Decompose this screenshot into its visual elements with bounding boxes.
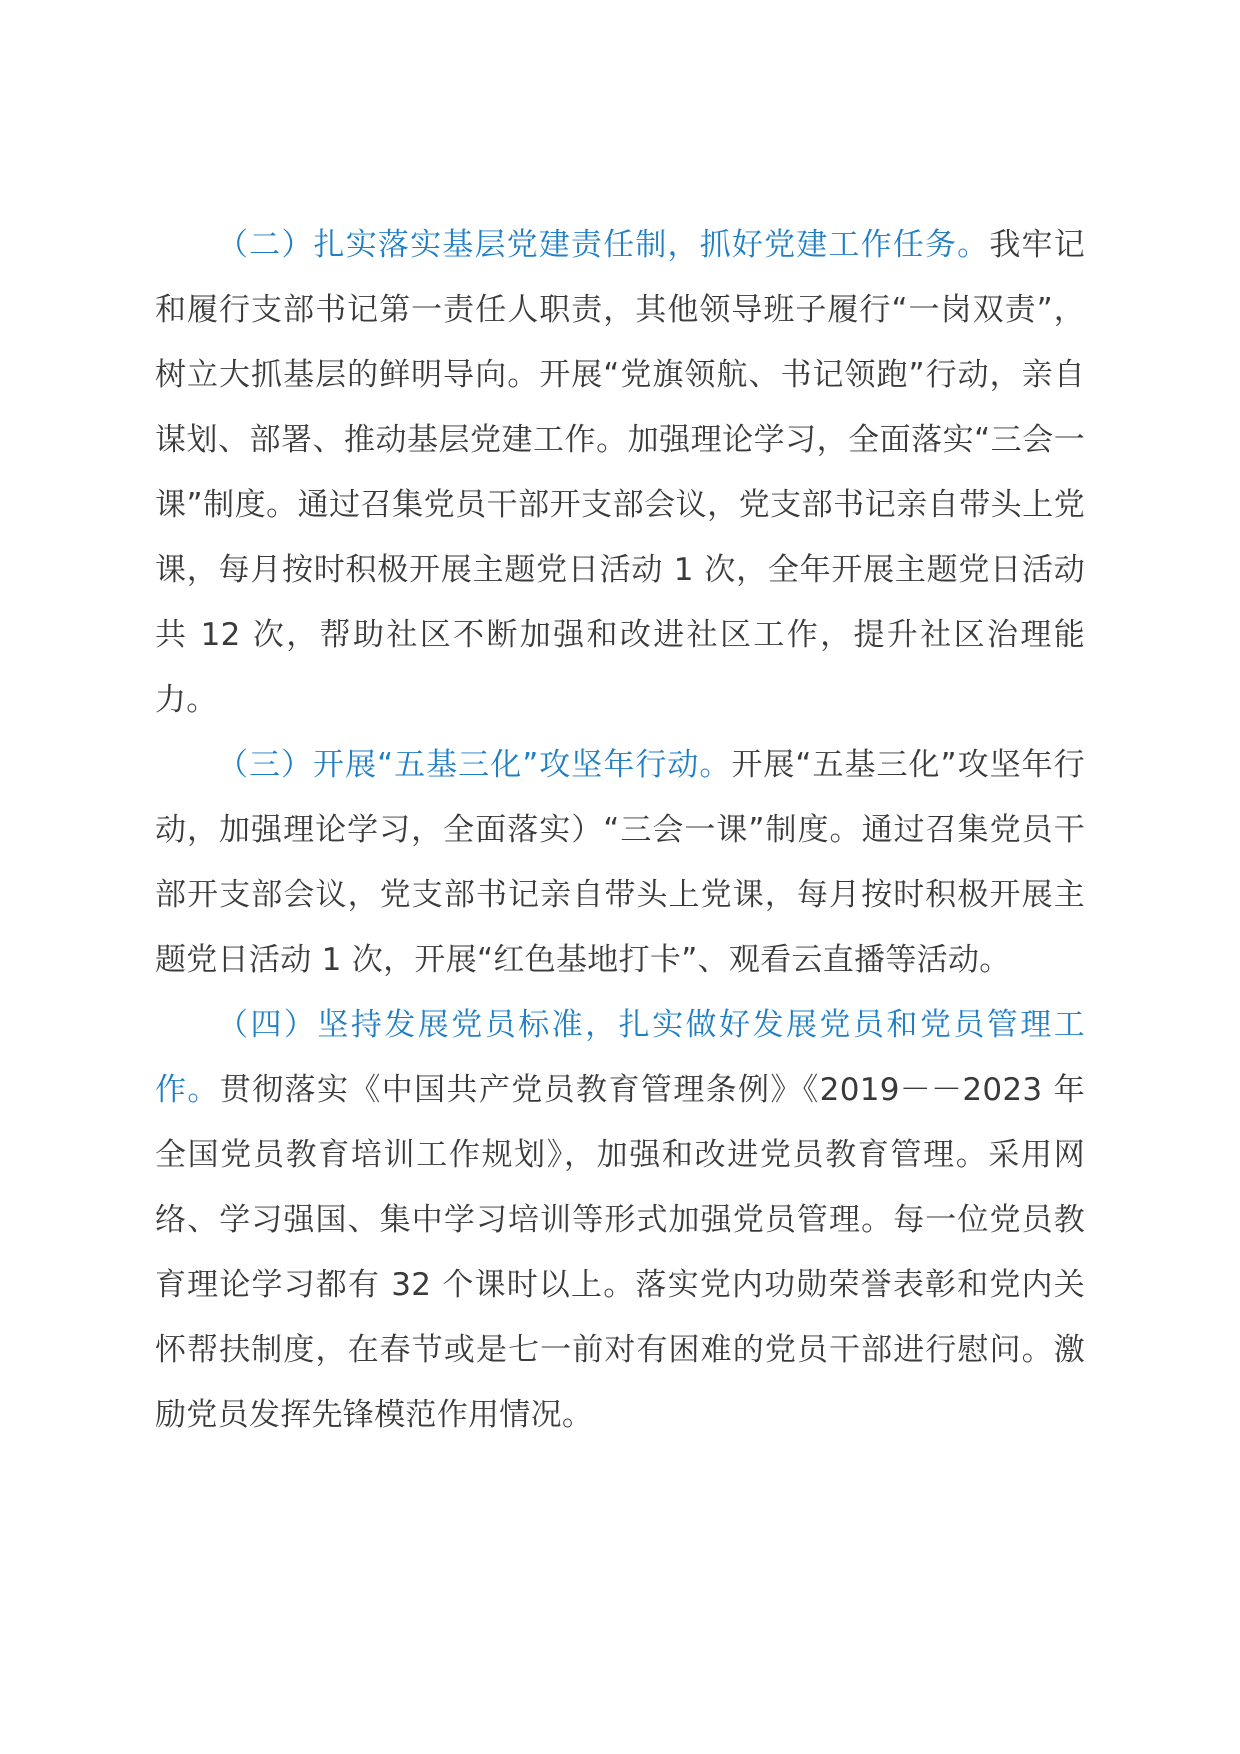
paragraph-body-4: 贯彻落实《中国共产党员教育管理条例》《2019－－2023 年全国党员教育培训工作规划》，加强和改进党员教育管理。采用网络、学习强国、集中学习培训等形式加强党员管理。每一位党员教育理论学习都有 32 个课时以上。落实党内功勋荣誉表彰和党内关怀帮扶制度，在春节或是七一前对有困难的党员干部进行慰问。激励党员发挥先锋模范作用情况。 (155, 1072, 1085, 1433)
section-heading-3: （三）开展“五基三化”攻坚年行动。 (217, 747, 732, 783)
paragraph-2 (155, 213, 1085, 733)
paragraph-body-3: 开展“五基三化”攻坚年行动，加强理论学习，全面落实）“三会一课”制度。通过召集党员干部开支部会议，党支部书记亲自带头上党课，每月按时积极开展主题党日活动 1 次，开展“红色基地打卡”、观看云直播等活动。 (155, 747, 1085, 978)
section-heading-2: （二）扎实落实基层党建责任制，抓好党建工作任务。 (217, 227, 990, 263)
document-body (155, 213, 1085, 1448)
paragraph-4 (155, 993, 1085, 1448)
section-heading-4: （四）坚持发展党员标准，扎实做好发展党员和党员管理工作。 (155, 1007, 1085, 1108)
paragraph-3 (155, 733, 1085, 993)
paragraph-body-2: 我牢记和履行支部书记第一责任人职责，其他领导班子履行“一岗双责”，树立大抓基层的鲜明导向。开展“党旗领航、书记领跑”行动，亲自谋划、部署、推动基层党建工作。加强理论学习，全面落实“三会一课”制度。通过召集党员干部开支部会议，党支部书记亲自带头上党课，每月按时积极开展主题党日活动 1 次，全年开展主题党日活动共 12 次，帮助社区不断加强和改进社区工作，提升社区治理能力。 (155, 227, 1085, 718)
